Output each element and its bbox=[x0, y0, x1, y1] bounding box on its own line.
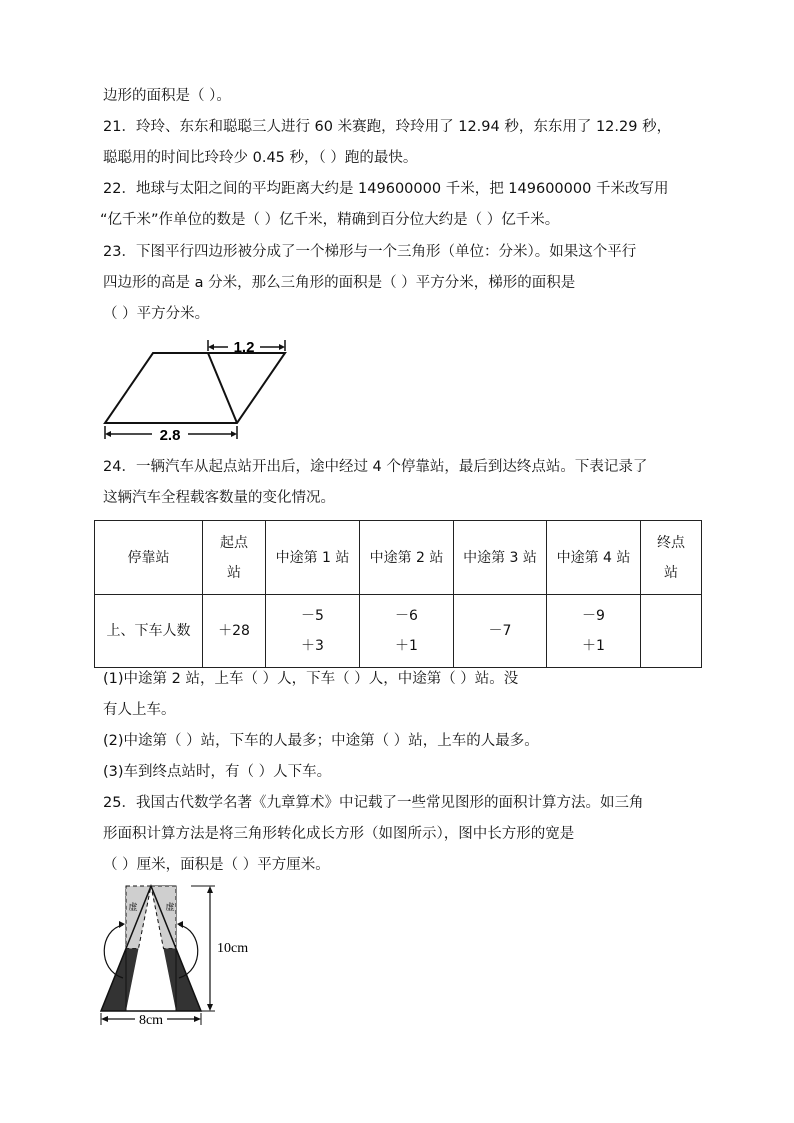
header-stop: 停靠站 bbox=[95, 521, 203, 595]
divider-line bbox=[208, 353, 237, 423]
cut-piece-left bbox=[101, 949, 139, 1012]
q24-part-2: (2)中途第（ ）站，下车的人最多；中途第（ ）站，上车的人最多。 bbox=[103, 733, 539, 749]
header-stop-4: 中途第 4 站 bbox=[547, 521, 641, 595]
question-22-line-2: “亿千米”作单位的数是（ ）亿千米，精确到百分位大约是（ ）亿千米。 bbox=[100, 212, 560, 228]
parallelogram-shape bbox=[105, 353, 285, 423]
piece-label-left: 虚 bbox=[128, 903, 138, 913]
question-25-line-1: 25．我国古代数学名著《九章算术》中记载了一些常见图形的面积计算方法。如三角 bbox=[103, 795, 644, 811]
cell-stop-3: －7 bbox=[454, 595, 547, 668]
q24-part-1-line-1: (1)中途第 2 站，上车（ ）人，下车（ ）人，中途第（ ）站。没 bbox=[103, 671, 519, 687]
header-stop-2: 中途第 2 站 bbox=[360, 521, 454, 595]
question-21-line-2: 聪聪用的时间比玲玲少 0.45 秒，（ ）跑的最快。 bbox=[103, 150, 418, 166]
passenger-table bbox=[94, 520, 702, 668]
header-stop-1: 中途第 1 站 bbox=[266, 521, 360, 595]
header-end: 终点 站 bbox=[641, 521, 702, 595]
line-1: 边形的面积是（ ）。 bbox=[103, 88, 231, 104]
q24-part-1-line-2: 有人上车。 bbox=[103, 702, 176, 718]
cell-stop-1: －5 ＋3 bbox=[266, 595, 360, 668]
cell-stop-2: －6 ＋1 bbox=[360, 595, 454, 668]
triangle-rectangle-figure bbox=[93, 880, 253, 1028]
question-23-line-2: 四边形的高是 a 分米，那么三角形的面积是（ ）平方分米，梯形的面积是 bbox=[103, 275, 576, 291]
question-23-line-1: 23．下图平行四边形被分成了一个梯形与一个三角形（单位：分米）。如果这个平行 bbox=[103, 244, 637, 260]
question-24-line-2: 这辆汽车全程载客数量的变化情况。 bbox=[103, 490, 335, 506]
bottom-dimension-label: 2.8 bbox=[159, 427, 181, 443]
question-25-line-3: （ ）厘米，面积是（ ）平方厘米。 bbox=[103, 857, 330, 873]
row-label: 上、下车人数 bbox=[95, 595, 203, 668]
parallelogram-figure bbox=[100, 333, 295, 443]
question-21-line-1: 21．玲玲、东东和聪聪三人进行 60 米赛跑，玲玲用了 12.94 秒，东东用了 12.29 秒， bbox=[103, 119, 672, 135]
piece-label-right: 虚 bbox=[165, 903, 175, 913]
question-23-line-3: （ ）平方分米。 bbox=[103, 306, 210, 322]
question-22-line-1: 22．地球与太阳之间的平均距离大约是 149600000 千米，把 149600000 千米改写用 bbox=[103, 181, 669, 197]
q24-part-3: (3)车到终点站时，有（ ）人下车。 bbox=[103, 764, 332, 780]
question-24-line-1: 24．一辆汽车从起点站开出后，途中经过 4 个停靠站，最后到达终点站。下表记录了 bbox=[103, 459, 648, 475]
top-dimension-label: 1.2 bbox=[233, 339, 255, 356]
cell-stop-4: －9 ＋1 bbox=[547, 595, 641, 668]
cell-start: ＋28 bbox=[203, 595, 266, 668]
width-label: 8cm bbox=[138, 1013, 164, 1028]
question-25-line-2: 形面积计算方法是将三角形转化成长方形（如图所示），图中长方形的宽是 bbox=[103, 826, 575, 842]
header-start: 起点 站 bbox=[203, 521, 266, 595]
height-label: 10cm bbox=[217, 941, 249, 956]
cell-end bbox=[641, 595, 702, 668]
cut-piece-right bbox=[164, 949, 202, 1012]
header-stop-3: 中途第 3 站 bbox=[454, 521, 547, 595]
